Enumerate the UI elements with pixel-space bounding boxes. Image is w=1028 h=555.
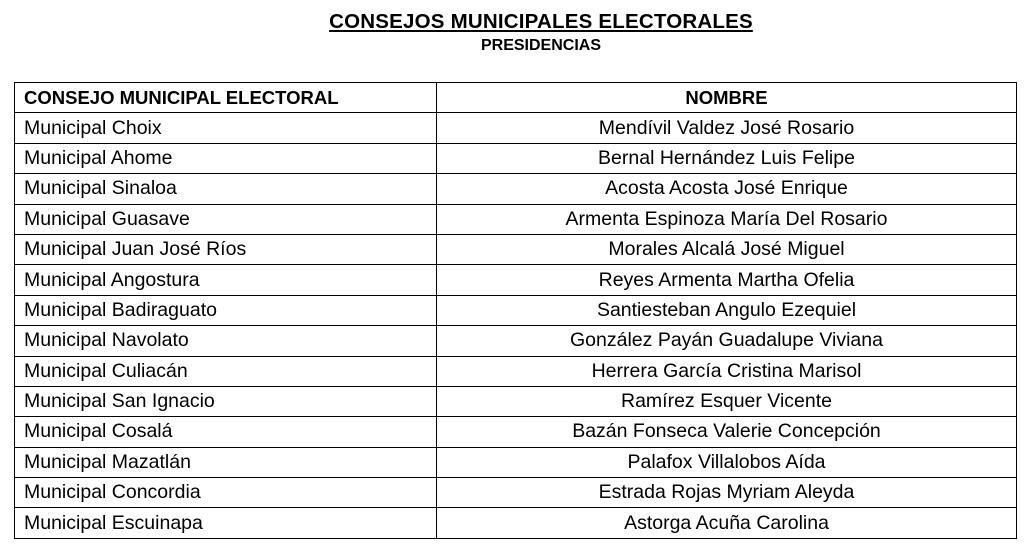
council-cell: Municipal Mazatlán [15,447,437,477]
name-cell: Ramírez Esquer Vicente [437,386,1017,416]
name-cell: Bazán Fonseca Valerie Concepción [437,417,1017,447]
name-cell: Reyes Armenta Martha Ofelia [437,265,1017,295]
name-cell: Bernal Hernández Luis Felipe [437,143,1017,173]
council-cell: Municipal Escuinapa [15,508,437,538]
document-subtitle: PRESIDENCIAS [480,37,602,54]
presidencies-table [14,82,1017,539]
name-cell: González Payán Guadalupe Viviana [437,326,1017,356]
table-row [15,113,1017,143]
table-row [15,386,1017,416]
name-cell: Estrada Rojas Myriam Aleyda [437,478,1017,508]
table-row [15,356,1017,386]
name-cell: Santiesteban Angulo Ezequiel [437,295,1017,325]
council-cell: Municipal Juan José Ríos [15,234,437,264]
table-row [15,234,1017,264]
council-cell: Municipal Cosalá [15,417,437,447]
council-cell: Municipal San Ignacio [15,386,437,416]
table-row [15,508,1017,538]
table-row [15,447,1017,477]
table-row [15,204,1017,234]
council-cell: Municipal Angostura [15,265,437,295]
council-cell: Municipal Navolato [15,326,437,356]
document-title: CONSEJOS MUNICIPALES ELECTORALES [329,10,753,33]
name-cell: Armenta Espinoza María Del Rosario [437,204,1017,234]
council-cell: Municipal Badiraguato [15,295,437,325]
name-cell: Morales Alcalá José Miguel [437,234,1017,264]
council-cell: Municipal Guasave [15,204,437,234]
council-cell: Municipal Sinaloa [15,174,437,204]
table-row [15,143,1017,173]
name-cell: Palafox Villalobos Aída [437,447,1017,477]
table-row [15,326,1017,356]
table-row [15,265,1017,295]
table-row [15,174,1017,204]
council-cell: Municipal Ahome [15,143,437,173]
council-cell: Municipal Concordia [15,478,437,508]
name-cell: Mendívil Valdez José Rosario [437,113,1017,143]
council-cell: Municipal Culiacán [15,356,437,386]
name-cell: Astorga Acuña Carolina [437,508,1017,538]
name-cell: Herrera García Cristina Marisol [437,356,1017,386]
table-row [15,478,1017,508]
table-row [15,295,1017,325]
name-cell: Acosta Acosta José Enrique [437,174,1017,204]
table-header-row [15,83,1017,113]
table-body [15,113,1017,538]
column-header-name: NOMBRE [437,83,1017,113]
column-header-council: CONSEJO MUNICIPAL ELECTORAL [15,83,437,113]
council-cell: Municipal Choix [15,113,437,143]
table-row [15,417,1017,447]
